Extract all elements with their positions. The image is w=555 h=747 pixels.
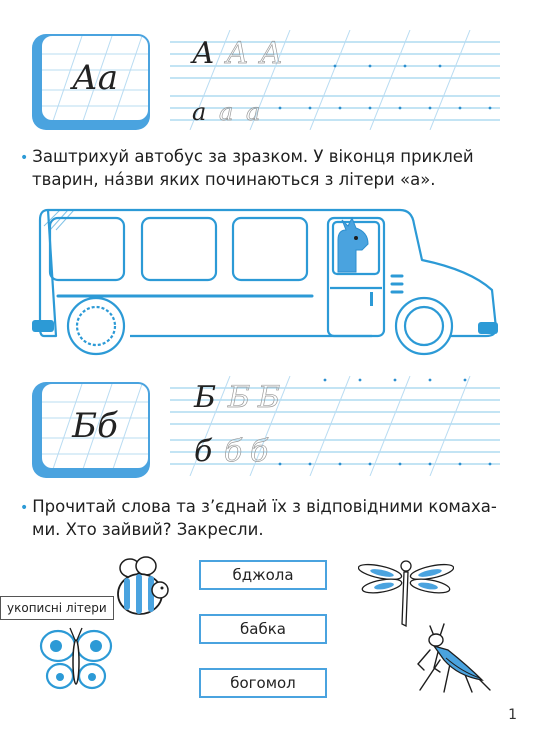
trace-lower-a-2: а	[246, 98, 261, 126]
sample-upper-b: Б	[194, 380, 217, 415]
card-letter-a: Аа	[71, 58, 119, 98]
trace-lower-b-2: б	[250, 434, 269, 469]
trace-lower-a-1: а	[219, 98, 234, 126]
letter-card-b	[32, 382, 150, 478]
sample-lower-a: а	[192, 98, 207, 126]
task-2-instruction	[20, 496, 540, 541]
task-2-line-2: ми. Хто зайвий? Закресли.	[32, 520, 264, 539]
card-letter-b: Бб	[72, 406, 118, 446]
task-1-line-2: тварин, на́зви яких починаються з літери «а».	[32, 170, 436, 189]
mantis-icon	[410, 620, 498, 694]
task-1-line-1: Заштрихуй автобус за зразком. У віконця приклей	[32, 147, 474, 166]
trace-upper-b-2: Б	[258, 380, 281, 415]
bus-illustration	[30, 200, 500, 370]
dragonfly-icon	[358, 556, 454, 628]
word-box-dragonfly[interactable]: бабка	[199, 614, 327, 644]
trace-upper-b-1: Б	[228, 380, 251, 415]
bullet: •	[20, 150, 29, 166]
butterfly-icon	[38, 624, 114, 694]
bullet: •	[20, 500, 29, 516]
sample-upper-a: А	[192, 36, 215, 71]
word-box-mantis[interactable]: богомол	[199, 668, 327, 698]
bee-icon	[110, 556, 174, 618]
task-1-instruction	[20, 146, 540, 191]
letter-card-b-inner	[40, 382, 150, 470]
letter-card-a-inner	[40, 34, 150, 122]
letter-card-a	[32, 34, 150, 130]
trace-upper-a-2: А	[260, 36, 283, 71]
page-number: 1	[508, 707, 517, 723]
trace-lower-b-1: б	[224, 434, 243, 469]
writing-lines-b	[170, 376, 500, 476]
word-box-bee[interactable]: бджола	[199, 560, 327, 590]
trace-upper-a-1: А	[226, 36, 249, 71]
tooltip: укописні літери	[0, 596, 114, 620]
sample-lower-b: б	[194, 434, 213, 469]
task-2-line-1: Прочитай слова та з’єднай їх з відповідними комаха-	[32, 497, 497, 516]
llama-icon	[338, 218, 368, 272]
